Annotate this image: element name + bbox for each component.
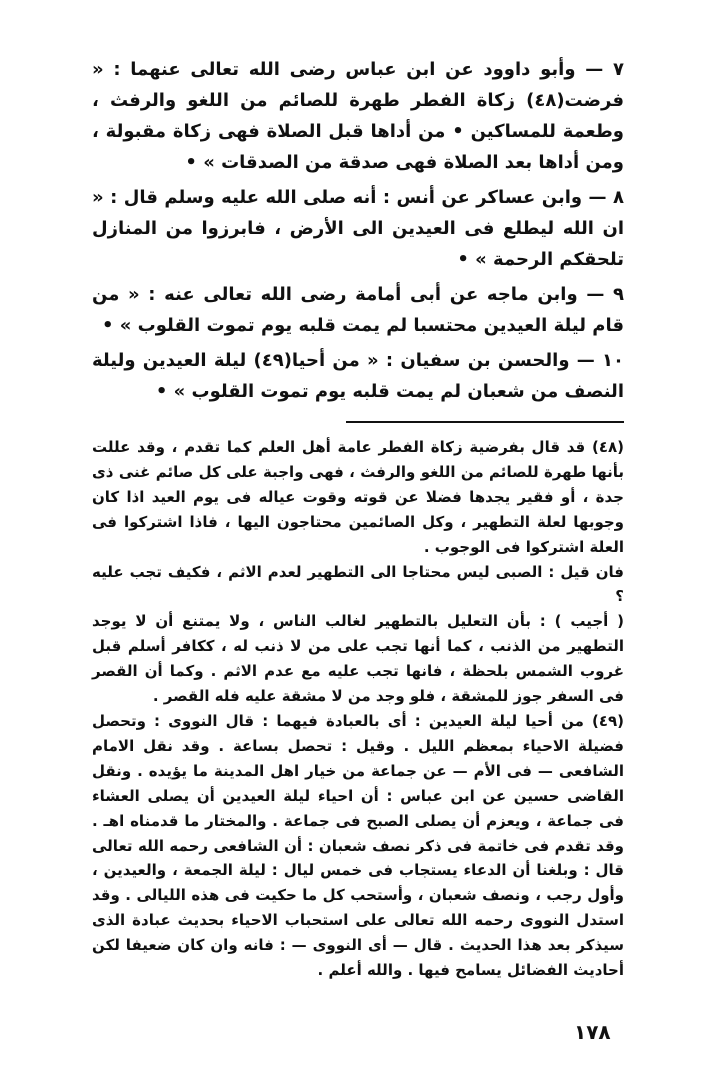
page-number: ١٧٨ xyxy=(574,1020,611,1044)
hadith-10: ١٠ — والحسن بن سفيان : « من أحيا(٤٩) ليلة العيدين وليلة النصف من شعبان لم يمت قلبه يوم تموت القلوب » • xyxy=(92,350,625,402)
footnote-48: (٤٨) قد قال بفرضية زكاة الفطر عامة أهل العلم كما تقدم ، وقد عللت بأنها طهرة للصائم من اللغو والرفث ، فهى واجبة على كل صائم غنى ذى جدة ، أو فقير يجدها فضلا عن قوته وقوت عياله فى يوم العيد اذا كان وجوبها لعلة التطهير ، وكل الصائمين محتاجون اليها ، فاذا اشتركوا فى العلة اشتركوا فى الوجوب . xyxy=(92,438,624,556)
footnotes xyxy=(92,435,624,983)
hadith-9: ٩ — وابن ماجه عن أبى أمامة رضى الله تعالى عنه : « من قام ليلة العيدين محتسبا لم يمت قلبه يوم تموت القلوب » • xyxy=(92,284,624,336)
footnote-divider xyxy=(346,421,624,423)
footnote-49: (٤٩) من أحيا ليلة العيدين : أى بالعبادة فيهما : قال النووى : وتحصل فضيلة الاحياء بمعظم الليل . وقيل : تحصل بساعة . وقد نقل الامام الشافعى — فى الأم — عن جماعة من خيار اهل المدينة ما يؤيده . ونقل القاضى حسين عن ابن عباس : أن احياء ليلة العيدين أن يصلى العشاء فى جماعة ، ويعزم أن يصلى الصبح فى جماعة . والمختار ما قدمناه اهـ . وقد تقدم فى خاتمة فى ذكر نصف شعبان : أن الشافعى رحمه الله تعالى قال : وبلغنا أن الدعاء يستجاب فى خمس ليال : ليلة الجمعة ، والعيدين ، وأول رجب ، ونصف شعبان ، وأستحب كل ما حكيت فى هذه الليالى . وقد استدل النووى رحمه الله تعالى على استحباب الاحياء بحديث عبادة الذى سيذكر بعد هذا الحديث . قال — أى النووى — : فانه وان كان ضعيفا لكن أحاديث الفضائل يسامح فيها . والله أعلم . xyxy=(92,711,624,980)
main-text xyxy=(92,54,624,407)
footnote-question: فان قيل : الصبى ليس محتاجا الى التطهير لعدم الاثم ، فكيف تجب عليه ؟ xyxy=(92,562,624,606)
footnote-answer: ( أجيب ) : بأن التعليل بالتطهير لغالب الناس ، ولا يمتنع أن لا يوجد التطهير من الذنب ، كما أنها تجب على من لا ذنب له ، ككافر أسلم قبل غروب الشمس بلحظة ، فانها تجب عليه مع عدم الاثم . وكما أن القصر فى السفر جوز للمشقة ، فلو وجد من لا مشقة عليه فله القصر . xyxy=(92,612,624,706)
hadith-7: ٧ — وأبو داوود عن ابن عباس رضى الله تعالى عنهما : « فرضت(٤٨) زكاة الفطر طهرة للصائم من اللغو والرفث ، وطعمة للمساكين • من أداها قبل الصلاة فهى زكاة مقبولة ، ومن أداها بعد الصلاة فهى صدقة من الصدقات » • xyxy=(92,59,624,173)
hadith-8: ٨ — وابن عساكر عن أنس : أنه صلى الله عليه وسلم قال : « ان الله ليطلع فى العيدين الى الأرض ، فابرزوا من المنازل تلحقكم الرحمة » • xyxy=(92,187,624,270)
